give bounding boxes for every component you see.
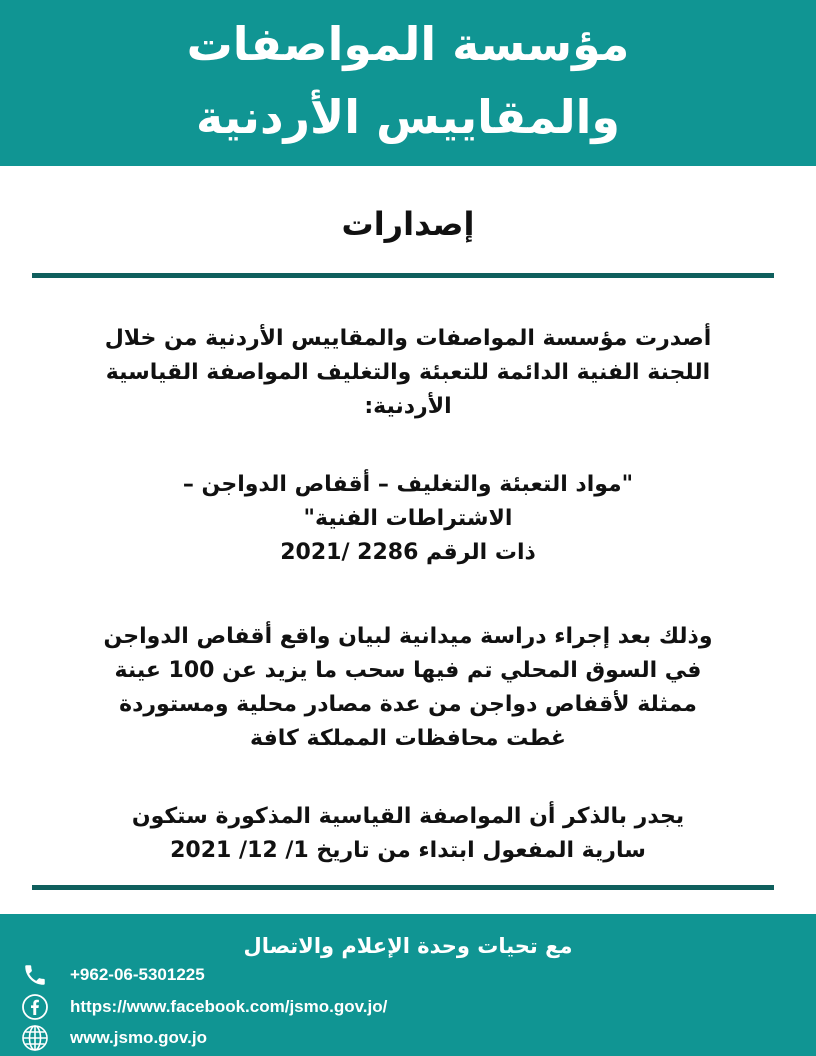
divider-top [32,273,774,278]
org-name-line1: مؤسسة المواصفات [186,17,630,71]
study-line: غطت محافظات المملكة كافة [250,726,566,751]
header-banner [0,0,816,166]
page-subtitle: إصدارات [341,205,475,243]
intro-line: اللجنة الفنية الدائمة للتعبئة والتغليف المواصفة القياسية [105,360,711,385]
study-line: وذلك بعد إجراء دراسة ميدانية لبيان واقع أقفاص الدواجن [103,624,713,649]
paragraph-effective-date [30,800,786,868]
phone-icon [19,960,51,990]
facebook-icon [19,992,51,1022]
paragraph-study [30,620,786,756]
contact-website-row [0,1023,816,1053]
study-line: في السوق المحلي تم فيها سحب ما يزيد عن 100 عينة [114,658,702,683]
paragraph-standard-title [30,468,786,570]
standard-line: الاشتراطات الفنية" [303,506,513,531]
org-name-line2: والمقاييس الأردنية [196,90,620,144]
standard-line: "مواد التعبئة والتغليف – أقفاص الدواجن – [182,472,634,497]
divider-bottom [32,885,774,890]
effective-line: سارية المفعول ابتداء من تاريخ 1/ 12/ 2021 [170,838,646,863]
effective-line: يجدر بالذكر أن المواصفة القياسية المذكورة ستكون [131,804,685,829]
intro-line: الأردنية: [364,394,452,419]
footer-banner [0,914,816,1056]
contact-phone-row [0,960,816,990]
study-line: ممثلة لأقفاص دواجن من عدة مصادر محلية ومستوردة [119,692,697,717]
intro-line: أصدرت مؤسسة المواصفات والمقاييس الأردنية من خلال [104,326,712,351]
standard-number: ذات الرقم 2286 /2021 [280,540,536,565]
phone-number[interactable]: +962-06-5301225 [70,965,205,984]
paragraph-intro [30,322,786,424]
website-link[interactable]: www.jsmo.gov.jo [70,1028,207,1047]
contact-facebook-row [0,992,816,1022]
facebook-link[interactable]: https://www.facebook.com/jsmo.gov.jo/ [70,997,388,1016]
footer-greeting: مع تحيات وحدة الإعلام والاتصال [243,934,573,958]
globe-icon [19,1023,51,1053]
